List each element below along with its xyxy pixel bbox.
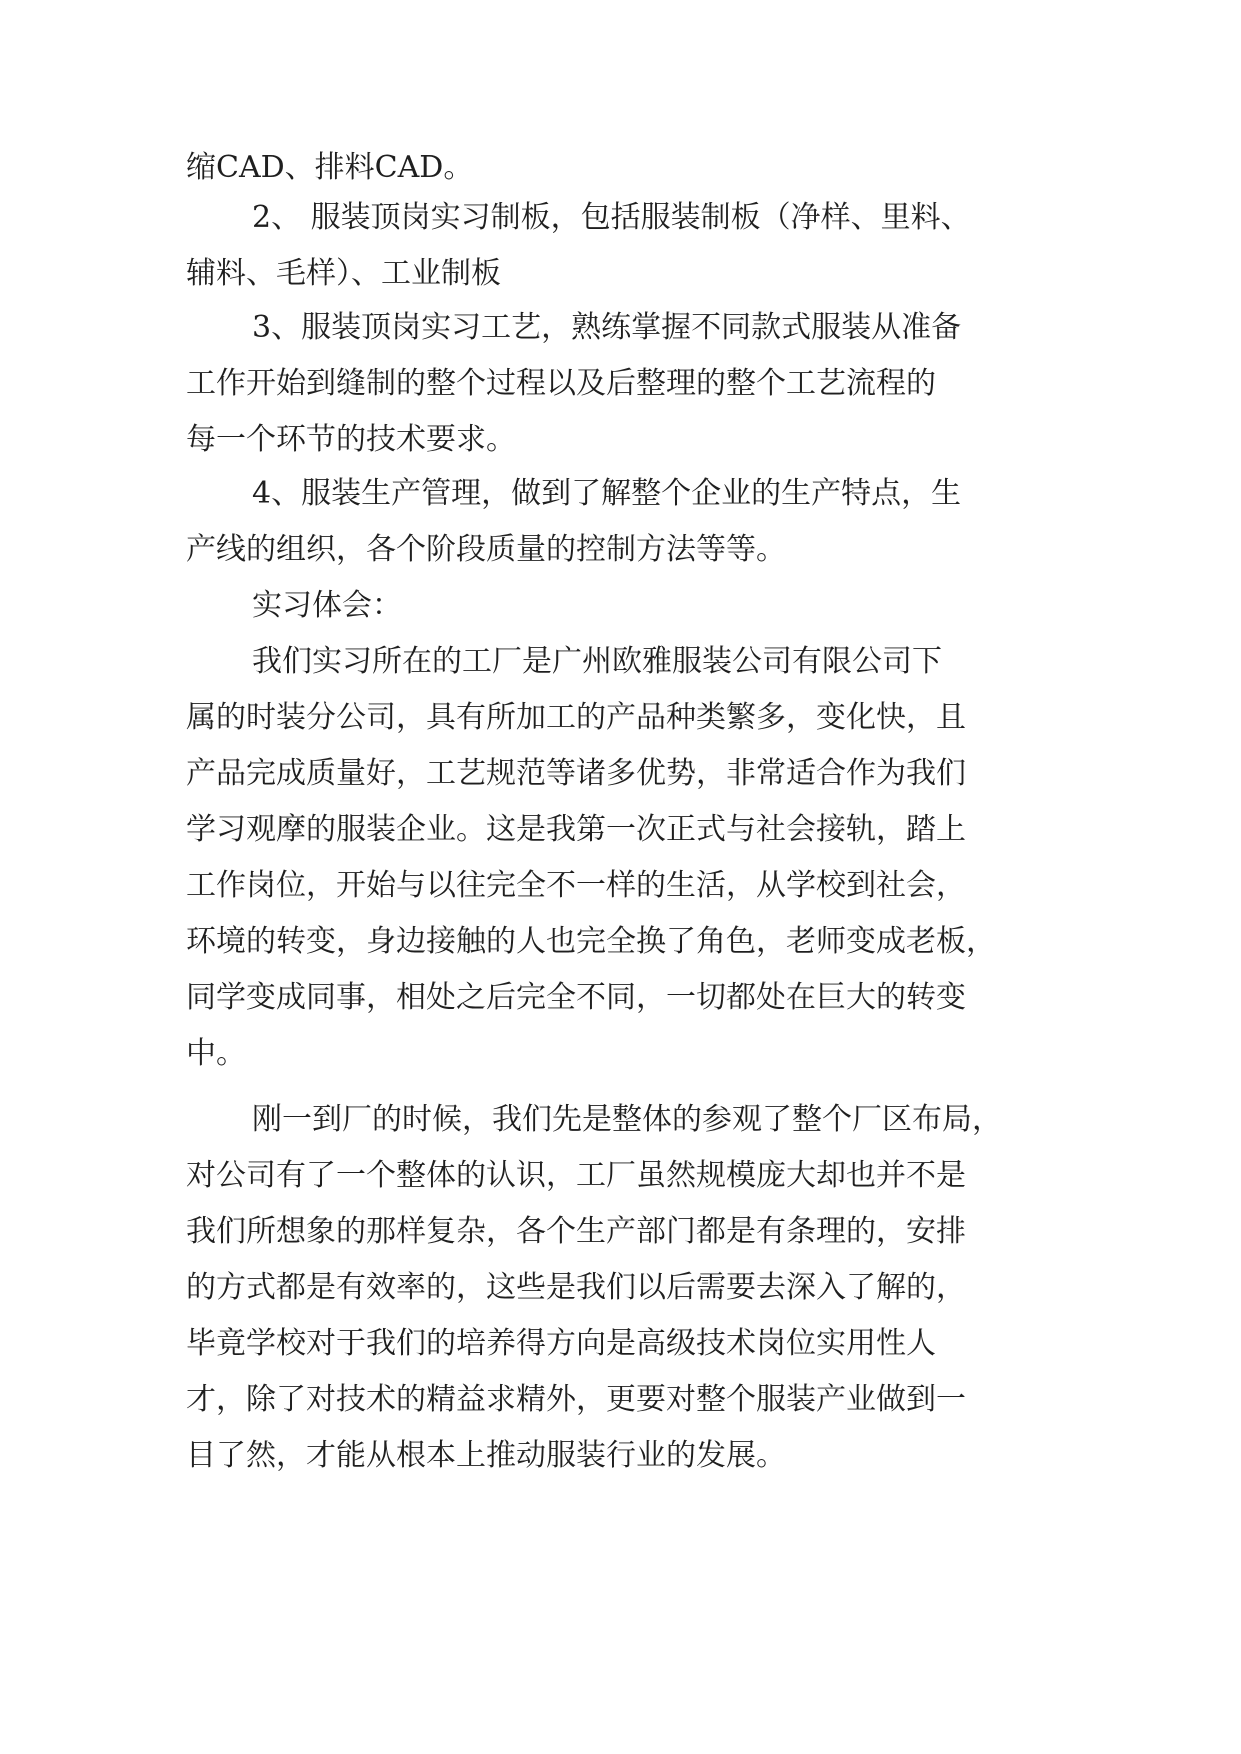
text-line: 辅料、毛样）、工业制板 <box>186 256 501 291</box>
text-line: 4、服装生产管理，做到了解整个企业的生产特点，生 <box>252 476 962 511</box>
text-line: 缩CAD、排料CAD。 <box>186 150 474 185</box>
text-line: 同学变成同事，相处之后完全不同，一切都处在巨大的转变 <box>186 980 966 1015</box>
text-line: 每一个环节的技术要求。 <box>186 422 516 457</box>
text-line: 2、 服装顶岗实习制板，包括服装制板（净样、里料、 <box>252 200 971 235</box>
text-line: 对公司有了一个整体的认识，工厂虽然规模庞大却也并不是 <box>186 1158 966 1193</box>
text-line: 我们实习所在的工厂是广州欧雅服装公司有限公司下 <box>252 644 942 679</box>
text-line: 环境的转变，身边接触的人也完全换了角色，老师变成老板， <box>186 924 996 959</box>
section-heading: 实习体会： <box>252 588 402 623</box>
text-line: 产品完成质量好，工艺规范等诸多优势，非常适合作为我们 <box>186 756 966 791</box>
text-line: 学习观摩的服装企业。这是我第一次正式与社会接轨，踏上 <box>186 812 966 847</box>
text-line: 中。 <box>186 1036 246 1071</box>
text-line: 产线的组织，各个阶段质量的控制方法等等。 <box>186 532 786 567</box>
text-line: 才，除了对技术的精益求精外，更要对整个服装产业做到一 <box>186 1382 966 1417</box>
text-line: 工作岗位，开始与以往完全不一样的生活，从学校到社会， <box>186 868 966 903</box>
text-line: 工作开始到缝制的整个过程以及后整理的整个工艺流程的 <box>186 366 936 401</box>
text-line: 我们所想象的那样复杂，各个生产部门都是有条理的，安排 <box>186 1214 966 1249</box>
text-line: 毕竟学校对于我们的培养得方向是高级技术岗位实用性人 <box>186 1326 936 1361</box>
text-line: 刚一到厂的时候，我们先是整体的参观了整个厂区布局， <box>252 1102 1002 1137</box>
text-line: 目了然，才能从根本上推动服装行业的发展。 <box>186 1438 786 1473</box>
text-line: 属的时装分公司，具有所加工的产品种类繁多，变化快，且 <box>186 700 966 735</box>
text-line: 的方式都是有效率的，这些是我们以后需要去深入了解的， <box>186 1270 966 1305</box>
text-line: 3、服装顶岗实习工艺，熟练掌握不同款式服装从准备 <box>252 310 962 345</box>
